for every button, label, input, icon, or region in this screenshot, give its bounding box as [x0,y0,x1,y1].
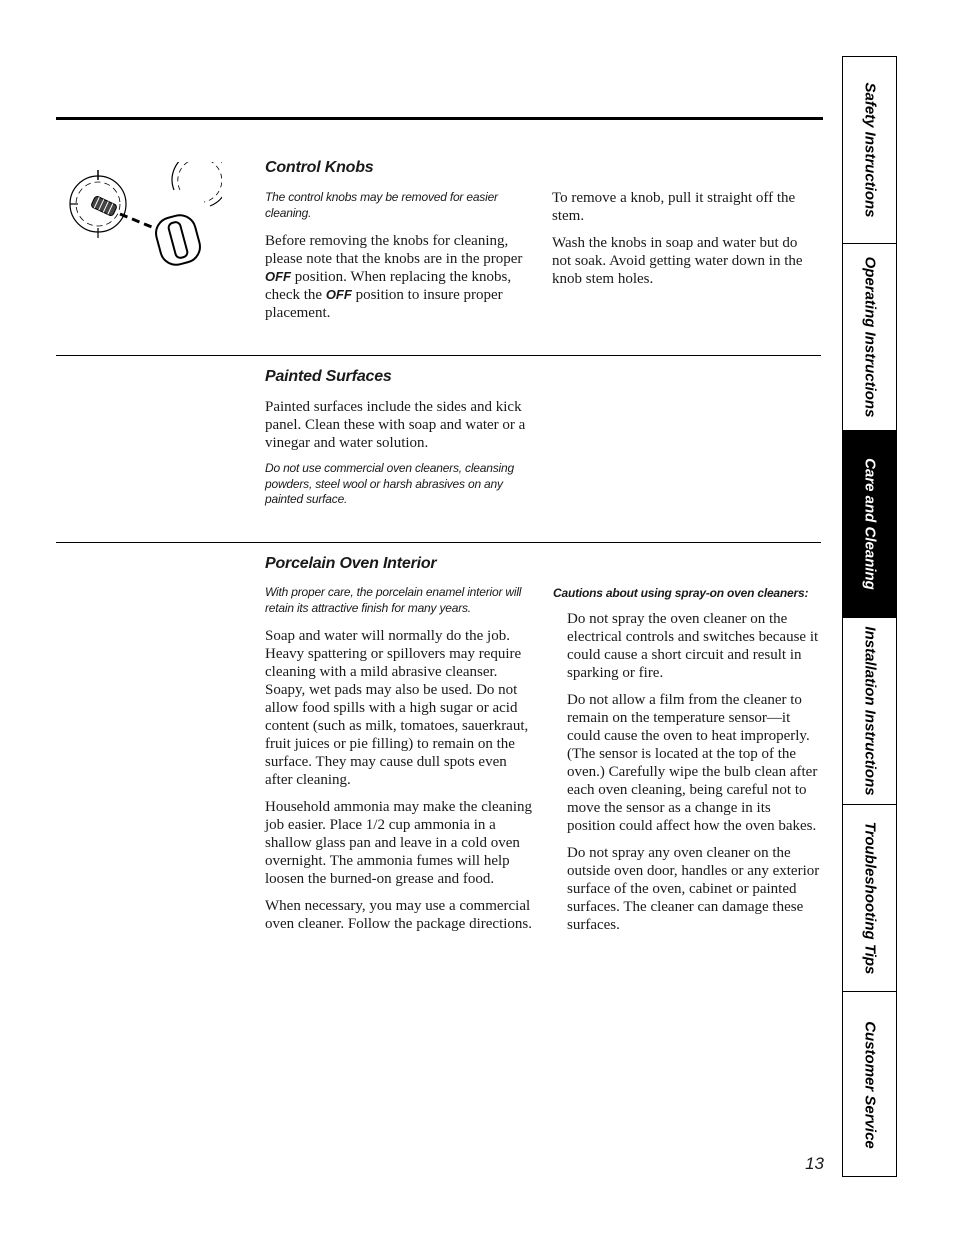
control-knobs-paragraph [265,232,531,322]
caution-item: Do not spray any oven cleaner on the outside oven door, handles or any exterior surface of the oven, cabinet or painted surfaces. The cleaner can damage these surfaces. [567,845,820,933]
caution-item: Do not allow a film from the cleaner to remain on the temperature sensor—it could cause the oven to heat improperly. (The sensor is located at the top of the oven.) Carefully wipe the bulb clean after each oven cleaning, being careful not to move the sensor as a change in its position could affect how the oven bakes. [567,692,818,834]
cautions-heading: Cautions about using spray-on oven cleaners: [553,586,809,600]
off-label: OFF [265,269,291,284]
painted-surfaces-heading: Painted Surfaces [265,368,392,385]
text-run: position to insure proper placement. [265,287,503,321]
porcelain-right-column [553,584,821,943]
section-divider [56,542,821,543]
control-knobs-heading: Control Knobs [265,159,374,176]
ammonia-paragraph: Household ammonia may make the cleaning job easier. Place 1/2 cup ammonia in a shallow glass pan and leave in a cold oven overnight. The ammonia fumes will help loosen the burned-on grease and food. [265,799,533,887]
tab-label: Safety Instructions [861,82,878,218]
control-knobs-left-column [265,190,531,331]
tab-troubleshooting-tips[interactable] [843,805,896,992]
top-rule [56,117,823,120]
tab-safety-instructions[interactable] [843,57,896,244]
text-run: Before removing the knobs for cleaning, please note that the knobs are in the proper [265,233,523,267]
soap-water-paragraph: Soap and water will normally do the job. Heavy spattering or spillovers may require cleaning with a mild abrasive cleanser. Soapy, wet pads may also be used. Do not allow food spills with a high sugar or acid content (such as milk, tomatoes, sauerkraut, fruit juices or pie filling) to remain on the surface. They may cause dull spots even after cleaning. [265,628,529,788]
tab-label: Care and Cleaning [861,458,878,590]
painted-surfaces-column [265,398,533,519]
section-tabs [842,56,897,1177]
text-run: position. When replacing the knobs, check the [265,269,512,303]
remove-knob-paragraph: To remove a knob, pull it straight off the stem. [552,190,796,224]
tab-installation-instructions[interactable] [843,618,896,805]
porcelain-note: With proper care, the porcelain enamel interior will retain its attractive finish for many years. [265,585,522,615]
caution-item: Do not spray the oven cleaner on the electrical controls and switches because it could cause a short circuit and result in sparking or fire. [567,611,819,681]
knob-removal-icon [62,162,222,272]
tab-label: Troubleshooting Tips [861,821,878,975]
wash-knobs-paragraph: Wash the knobs in soap and water but do not soak. Avoid getting water down in the knob stem holes. [552,235,803,287]
tab-operating-instructions[interactable] [843,244,896,431]
off-label: OFF [325,287,352,302]
tab-label: Operating Instructions [861,256,878,418]
control-knobs-right-column [552,189,820,297]
control-knobs-note: The control knobs may be removed for easier cleaning. [265,190,498,220]
painted-surfaces-note: Do not use commercial oven cleaners, cleansing powders, steel wool or harsh abrasives on any painted surface. [265,461,514,506]
porcelain-left-column [265,585,533,942]
oven-cleaner-paragraph: When necessary, you may use a commercial oven cleaner. Follow the package directions. [265,898,532,932]
tab-customer-service[interactable] [843,992,896,1178]
section-divider [56,355,821,356]
tab-label: Customer Service [861,1021,878,1149]
tab-care-and-cleaning[interactable] [843,431,896,618]
porcelain-interior-heading: Porcelain Oven Interior [265,555,437,572]
painted-surfaces-paragraph: Painted surfaces include the sides and kick panel. Clean these with soap and water or a vinegar and water solution. [265,399,526,451]
tab-label: Installation Instructions [861,626,878,796]
page-number: 13 [805,1154,824,1173]
